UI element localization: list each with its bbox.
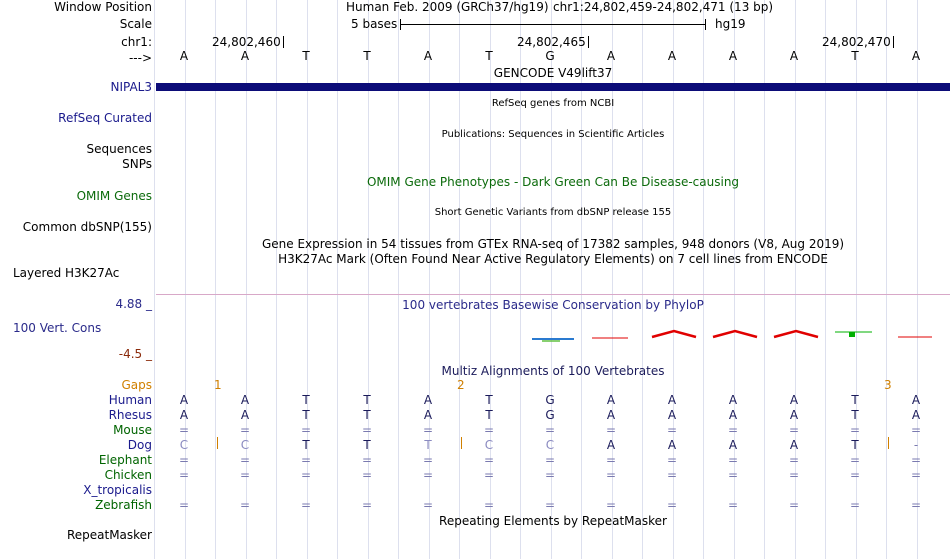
alignment-base: =	[239, 453, 251, 467]
gtex-title: Gene Expression in 54 tissues from GTEx RNA-seq of 17382 samples, 948 donors (V8, Aug 2019)	[261, 237, 845, 251]
alignment-base: =	[666, 468, 678, 482]
sequence-base: T	[485, 49, 493, 63]
alignment-base: =	[666, 498, 678, 512]
alignment-base: =	[361, 453, 373, 467]
alignment-base: A	[240, 393, 250, 407]
alignment-base: =	[666, 423, 678, 437]
phylop-conservation-graph	[156, 320, 950, 350]
dog-gap-mark-1	[217, 437, 218, 449]
alignment-base: =	[483, 423, 495, 437]
dog-gap-mark-2	[461, 437, 462, 449]
alignment-base: A	[179, 408, 189, 422]
alignment-base: =	[727, 423, 739, 437]
alignment-base: A	[911, 408, 921, 422]
alignment-base: =	[544, 453, 556, 467]
alignment-base: C	[484, 438, 494, 452]
track-divider	[156, 294, 950, 295]
alignment-base: =	[910, 423, 922, 437]
scale-label: Scale	[119, 17, 152, 31]
alignment-base: =	[910, 498, 922, 512]
alignment-base: =	[605, 453, 617, 467]
track-image[interactable]	[156, 0, 950, 559]
alignment-base: =	[300, 468, 312, 482]
chrom-label: chr1:	[121, 35, 152, 49]
coord-2: 24,802,465	[517, 35, 589, 50]
gaps-label: Gaps	[121, 378, 152, 392]
position-text: chr1:24,802,459-24,802,471 (13 bp)	[553, 0, 774, 14]
alignment-base: =	[544, 423, 556, 437]
alignment-base: G	[545, 393, 555, 407]
gap-2: 2	[457, 378, 465, 392]
dbsnp-track-label[interactable]: Common dbSNP(155)	[22, 220, 152, 234]
alignment-base: A	[606, 408, 616, 422]
refseq-title: RefSeq genes from NCBI	[491, 98, 615, 109]
alignment-base: T	[363, 393, 371, 407]
alignment-base: G	[545, 408, 555, 422]
alignment-base: -	[913, 438, 919, 452]
alignment-base: =	[422, 498, 434, 512]
sequence-base: T	[851, 49, 859, 63]
snps-track-label[interactable]: SNPs	[122, 157, 152, 171]
alignment-base: =	[361, 498, 373, 512]
alignment-base: =	[361, 468, 373, 482]
alignment-base: =	[849, 453, 861, 467]
alignment-base: =	[239, 423, 251, 437]
h3k27ac-title: H3K27Ac Mark (Often Found Near Active Regulatory Elements) on 7 cell lines from ENCODE	[278, 252, 828, 266]
sequence-base: A	[667, 49, 677, 63]
cons-track-label[interactable]: 100 Vert. Cons	[13, 321, 102, 335]
sequences-track-label[interactable]: Sequences	[86, 142, 152, 156]
alignment-base: =	[239, 498, 251, 512]
alignment-base: C	[240, 438, 250, 452]
alignment-base: =	[605, 468, 617, 482]
omim-title: OMIM Gene Phenotypes - Dark Green Can Be Disease-causing	[366, 175, 740, 189]
sequence-base: A	[728, 49, 738, 63]
multiz-title: Multiz Alignments of 100 Vertebrates	[441, 364, 665, 378]
alignment-base: A	[728, 438, 738, 452]
species-label[interactable]: Chicken	[104, 468, 152, 482]
alignment-base: =	[300, 423, 312, 437]
sequence-base: A	[911, 49, 921, 63]
alignment-base: =	[849, 468, 861, 482]
alignment-base: =	[422, 423, 434, 437]
alignment-base: =	[422, 468, 434, 482]
publications-title: Publications: Sequences in Scientific Articles	[441, 129, 665, 140]
alignment-base: T	[424, 438, 432, 452]
alignment-base: =	[788, 468, 800, 482]
alignment-base: T	[485, 393, 493, 407]
sequence-base: A	[606, 49, 616, 63]
strand-label: --->	[128, 51, 152, 65]
phylop-max-label: 4.88 _	[115, 297, 152, 311]
gridline	[154, 0, 155, 559]
alignment-base: =	[483, 453, 495, 467]
alignment-base: =	[910, 468, 922, 482]
gene-track-label[interactable]: NIPAL3	[110, 80, 152, 94]
alignment-base: A	[911, 393, 921, 407]
species-label[interactable]: Zebrafish	[95, 498, 152, 512]
alignment-base: C	[545, 438, 555, 452]
gap-1: 1	[214, 378, 222, 392]
phylop-bar-a2	[652, 331, 696, 337]
dog-gap-mark-3	[888, 437, 889, 449]
alignment-base: =	[483, 498, 495, 512]
alignment-base: T	[485, 408, 493, 422]
alignment-base: =	[544, 468, 556, 482]
alignment-base: =	[727, 468, 739, 482]
coord-3: 24,802,470	[822, 35, 894, 50]
alignment-base: =	[178, 468, 190, 482]
alignment-base: =	[727, 453, 739, 467]
phylop-title: 100 vertebrates Basewise Conservation by PhyloP	[402, 298, 704, 312]
alignment-base: T	[851, 438, 859, 452]
gap-3: 3	[884, 378, 892, 392]
alignment-base: T	[302, 438, 310, 452]
alignment-base: =	[361, 423, 373, 437]
alignment-base: A	[606, 438, 616, 452]
alignment-base: =	[666, 453, 678, 467]
phylop-min-label: -4.5 _	[118, 347, 152, 361]
refseq-track-label[interactable]: RefSeq Curated	[58, 111, 152, 125]
sequence-base: A	[789, 49, 799, 63]
alignment-base: A	[728, 393, 738, 407]
alignment-base: =	[178, 498, 190, 512]
gene-feature-nipal3[interactable]	[156, 83, 950, 91]
sequence-base: A	[423, 49, 433, 63]
scale-bar	[400, 24, 706, 25]
alignment-base: T	[363, 438, 371, 452]
alignment-base: =	[422, 453, 434, 467]
alignment-base: A	[667, 393, 677, 407]
h3k27ac-track-label[interactable]: Layered H3K27Ac	[13, 266, 120, 280]
alignment-base: A	[606, 393, 616, 407]
alignment-base: =	[483, 468, 495, 482]
alignment-base: =	[544, 498, 556, 512]
alignment-base: A	[179, 393, 189, 407]
alignment-base: =	[788, 498, 800, 512]
alignment-base: A	[789, 438, 799, 452]
species-label[interactable]: X_tropicalis	[83, 483, 152, 497]
window-position-label: Window Position	[54, 0, 152, 14]
alignment-base: =	[727, 498, 739, 512]
gencode-title: GENCODE V49lift37	[493, 66, 613, 80]
alignment-base: A	[789, 408, 799, 422]
alignment-base: =	[849, 423, 861, 437]
repeatmasker-track-label[interactable]: RepeatMasker	[66, 528, 152, 542]
alignment-base: A	[728, 408, 738, 422]
repeatmasker-title: Repeating Elements by RepeatMasker	[439, 514, 667, 528]
alignment-base: =	[300, 498, 312, 512]
sequence-base: A	[179, 49, 189, 63]
alignment-base: =	[788, 423, 800, 437]
species-label[interactable]: Rhesus	[108, 408, 152, 422]
species-label[interactable]: Elephant	[98, 453, 152, 467]
alignment-base: A	[423, 393, 433, 407]
phylop-bar-t-block	[849, 332, 855, 337]
dbsnp-title: Short Genetic Variants from dbSNP release 155	[434, 207, 672, 218]
sequence-base: A	[240, 49, 250, 63]
alignment-base: T	[363, 408, 371, 422]
alignment-base: T	[851, 408, 859, 422]
scale-bar-right-tick	[705, 19, 706, 30]
scale-text: 5 bases	[351, 17, 398, 31]
alignment-base: C	[179, 438, 189, 452]
sequence-base: T	[302, 49, 310, 63]
alignment-base: A	[667, 408, 677, 422]
alignment-base: =	[300, 453, 312, 467]
alignment-base: =	[788, 453, 800, 467]
coord-1: 24,802,460	[212, 35, 284, 50]
species-label[interactable]: Mouse	[113, 423, 152, 437]
scale-db: hg19	[715, 17, 746, 31]
alignment-base: T	[851, 393, 859, 407]
alignment-base: A	[667, 438, 677, 452]
alignment-base: =	[849, 498, 861, 512]
alignment-base: =	[910, 453, 922, 467]
alignment-base: =	[178, 453, 190, 467]
omim-track-label[interactable]: OMIM Genes	[76, 189, 152, 203]
alignment-base: A	[423, 408, 433, 422]
alignment-base: T	[302, 393, 310, 407]
alignment-base: A	[240, 408, 250, 422]
species-label[interactable]: Dog	[127, 438, 152, 452]
alignment-base: =	[178, 423, 190, 437]
sequence-base: T	[363, 49, 371, 63]
assembly-title: Human Feb. 2009 (GRCh37/hg19)	[346, 0, 549, 14]
alignment-base: =	[239, 468, 251, 482]
alignment-base: =	[605, 423, 617, 437]
species-label[interactable]: Human	[108, 393, 152, 407]
sequence-base: G	[545, 49, 555, 63]
phylop-bar-a3	[713, 331, 757, 337]
track-label-column	[0, 0, 155, 559]
phylop-bar-a4	[774, 331, 818, 337]
alignment-base: =	[605, 498, 617, 512]
alignment-base: A	[789, 393, 799, 407]
alignment-base: T	[302, 408, 310, 422]
